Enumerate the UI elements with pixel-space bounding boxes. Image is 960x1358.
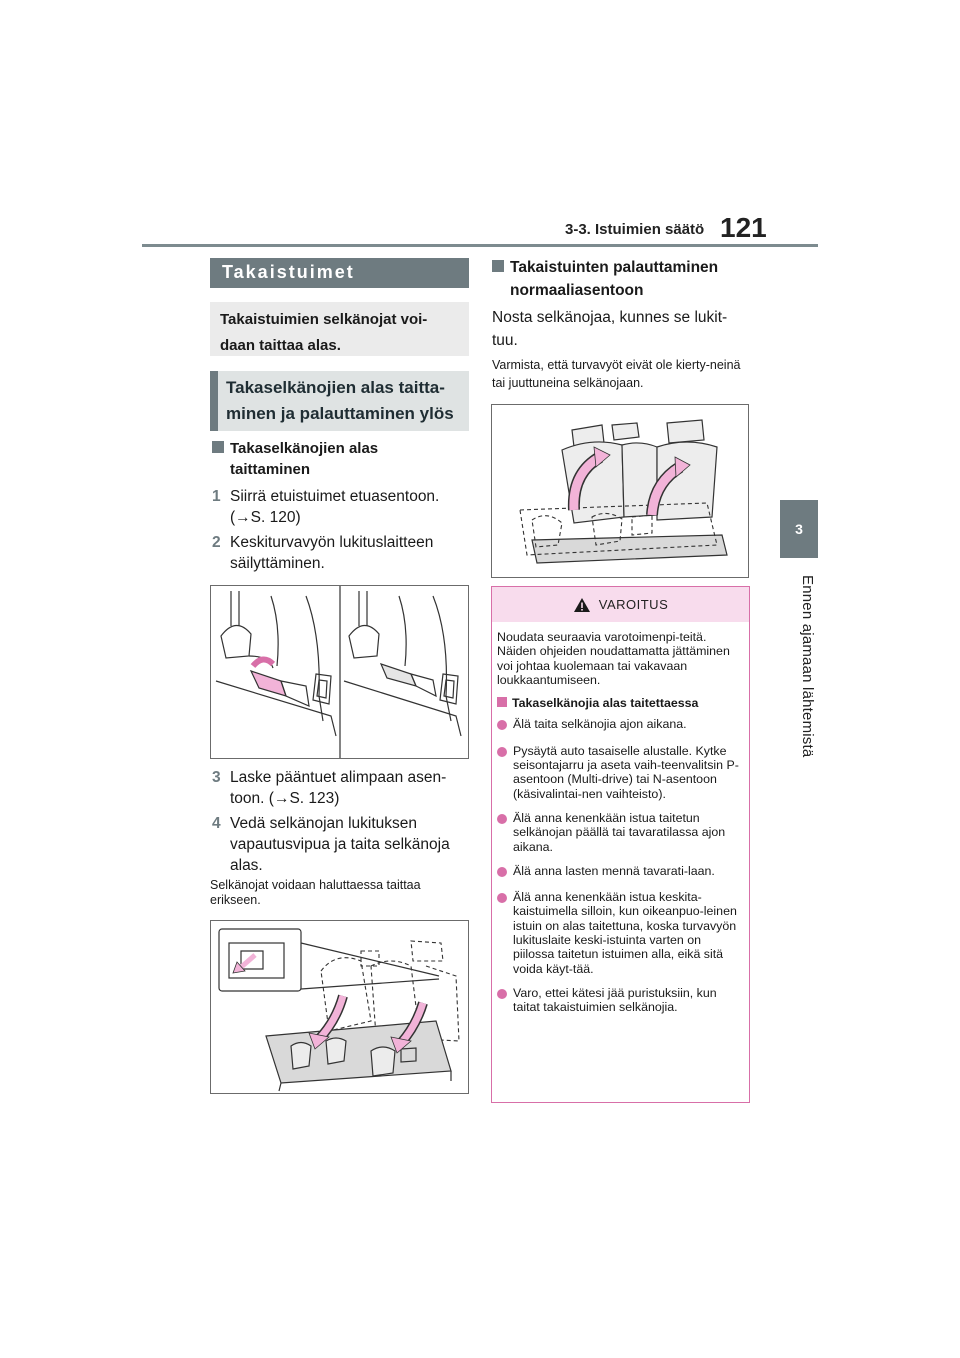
warning-header <box>492 587 749 622</box>
step-text-cont: vapautusvipua ja taita selkänoja <box>230 836 450 853</box>
chapter-tab <box>780 500 818 558</box>
raise-seat-svg <box>492 405 748 577</box>
step-1 <box>212 486 470 528</box>
fold-heading <box>212 438 467 480</box>
step-number: 1 <box>212 488 221 505</box>
fold-down-svg <box>211 921 468 1093</box>
step-3 <box>212 767 470 809</box>
step-text-cont: (→S. 120) <box>230 509 301 526</box>
warning-subheading <box>497 696 743 710</box>
bullet-dot-icon <box>497 893 507 903</box>
warning-item-text: Varo, ettei kätesi jää puristuksiin, kun taitat takaistuimien selkänojia. <box>513 985 717 1015</box>
return-heading <box>492 256 750 302</box>
step-text: Laske pääntuet alimpaan asen- <box>230 769 447 786</box>
return-note: Varmista, että turvavyöt eivät ole kierty-neinä tai juuttuneina selkänojaan. <box>492 358 741 390</box>
subsection-heading-text: Takaselkänojien alas taitta-minen ja palauttaminen ylös <box>226 378 454 423</box>
page-number: 121 <box>720 212 767 243</box>
step-text-cont: alas. <box>230 857 263 874</box>
bullet-dot-icon <box>497 720 507 730</box>
step-text: Siirrä etuistuimet etuasentoon. <box>230 488 440 505</box>
warning-item <box>497 717 743 733</box>
warning-body <box>492 622 749 1015</box>
warning-item <box>497 811 743 854</box>
return-text-line2: tuu. <box>492 332 518 349</box>
step-text-cont: säilyttäminen. <box>230 555 325 572</box>
step-number: 4 <box>212 815 221 832</box>
step-text: Keskiturvavyön lukituslaitteen <box>230 534 434 551</box>
fold-heading-text: Takaselkänojien alas taittaminen <box>230 440 379 478</box>
intro-box <box>210 302 469 356</box>
warning-item-text: Älä anna kenenkään istua taitetun selkänojan päällä tai tavaratilassa ajon aikana. <box>513 810 726 854</box>
warning-item-text: Älä anna kenenkään istua keskita-kaistuimella silloin, kun oikeanpuo-leinen istuin on alas taitettuna, koska turvavyön lukituslaite keski-istuinta varten on piilossa taitetun istuimen alla, eikä sitä voida käyt-tää. <box>513 890 737 976</box>
bullet-dot-icon <box>497 747 507 757</box>
return-text-line1: Nosta selkänojaa, kunnes se lukit- <box>492 309 728 326</box>
step-4 <box>212 813 470 876</box>
warning-item <box>497 986 743 1015</box>
step-2 <box>212 532 470 574</box>
chapter-title: Ennen ajamaan lähtemistä <box>799 575 816 758</box>
warning-item-text: Pysäytä auto tasaiselle alustalle. Kytke seisontajarru ja aseta vaih-teenvalitsin P-asentoon (Multi-drive) tai N-asentoon (käsivalintai-nen vaihteisto). <box>513 743 739 801</box>
step-number: 3 <box>212 769 221 786</box>
square-bullet-icon <box>492 260 504 272</box>
return-instruction <box>492 306 750 352</box>
buckle-storage-illustration <box>210 585 469 759</box>
raise-seat-illustration <box>491 404 749 578</box>
section-title: 3-3. Istuimien säätö <box>565 221 705 238</box>
bullet-dot-icon <box>497 867 507 877</box>
return-heading-text: Takaistuinten palauttaminen <box>510 259 719 276</box>
warning-title: VAROITUS <box>598 597 669 612</box>
step-number: 2 <box>212 534 221 551</box>
fold-note: Selkänojat voidaan haluttaessa taittaa erikseen. <box>210 878 421 907</box>
warning-box <box>491 586 750 1103</box>
warning-item <box>497 864 743 880</box>
warning-item <box>497 744 743 801</box>
warning-item <box>497 890 743 976</box>
step-text-cont: toon. (→S. 123) <box>230 790 340 807</box>
return-heading-text-cont: normaaliasentoon <box>510 282 644 299</box>
warning-item-text: Älä anna lasten mennä tavarati-laan. <box>513 863 715 878</box>
bullet-dot-icon <box>497 989 507 999</box>
warning-item-text: Älä taita selkänojia ajon aikana. <box>513 717 687 732</box>
warning-subheading-text: Takaselkänojia alas taitettaessa <box>512 696 699 711</box>
fold-down-illustration <box>210 920 469 1094</box>
warning-triangle-icon <box>573 597 591 613</box>
header-rule <box>142 244 818 247</box>
section-heading: Takaistuimet <box>210 258 469 288</box>
intro-text: Takaistuimien selkänojat voi-daan taittaa alas. <box>220 311 428 354</box>
warning-intro: Noudata seuraavia varotoimenpi-teitä. Näiden ohjeiden noudattamatta jättäminen voi johtaa kuolemaan tai vakavaan loukkaantumiseen. <box>497 630 730 687</box>
buckle-storage-svg <box>211 586 468 758</box>
subsection-heading <box>210 371 469 431</box>
step-text: Vedä selkänojan lukituksen <box>230 815 417 832</box>
bullet-dot-icon <box>497 814 507 824</box>
square-bullet-icon <box>497 697 507 707</box>
chapter-number: 3 <box>795 521 803 537</box>
square-bullet-icon <box>212 441 224 453</box>
